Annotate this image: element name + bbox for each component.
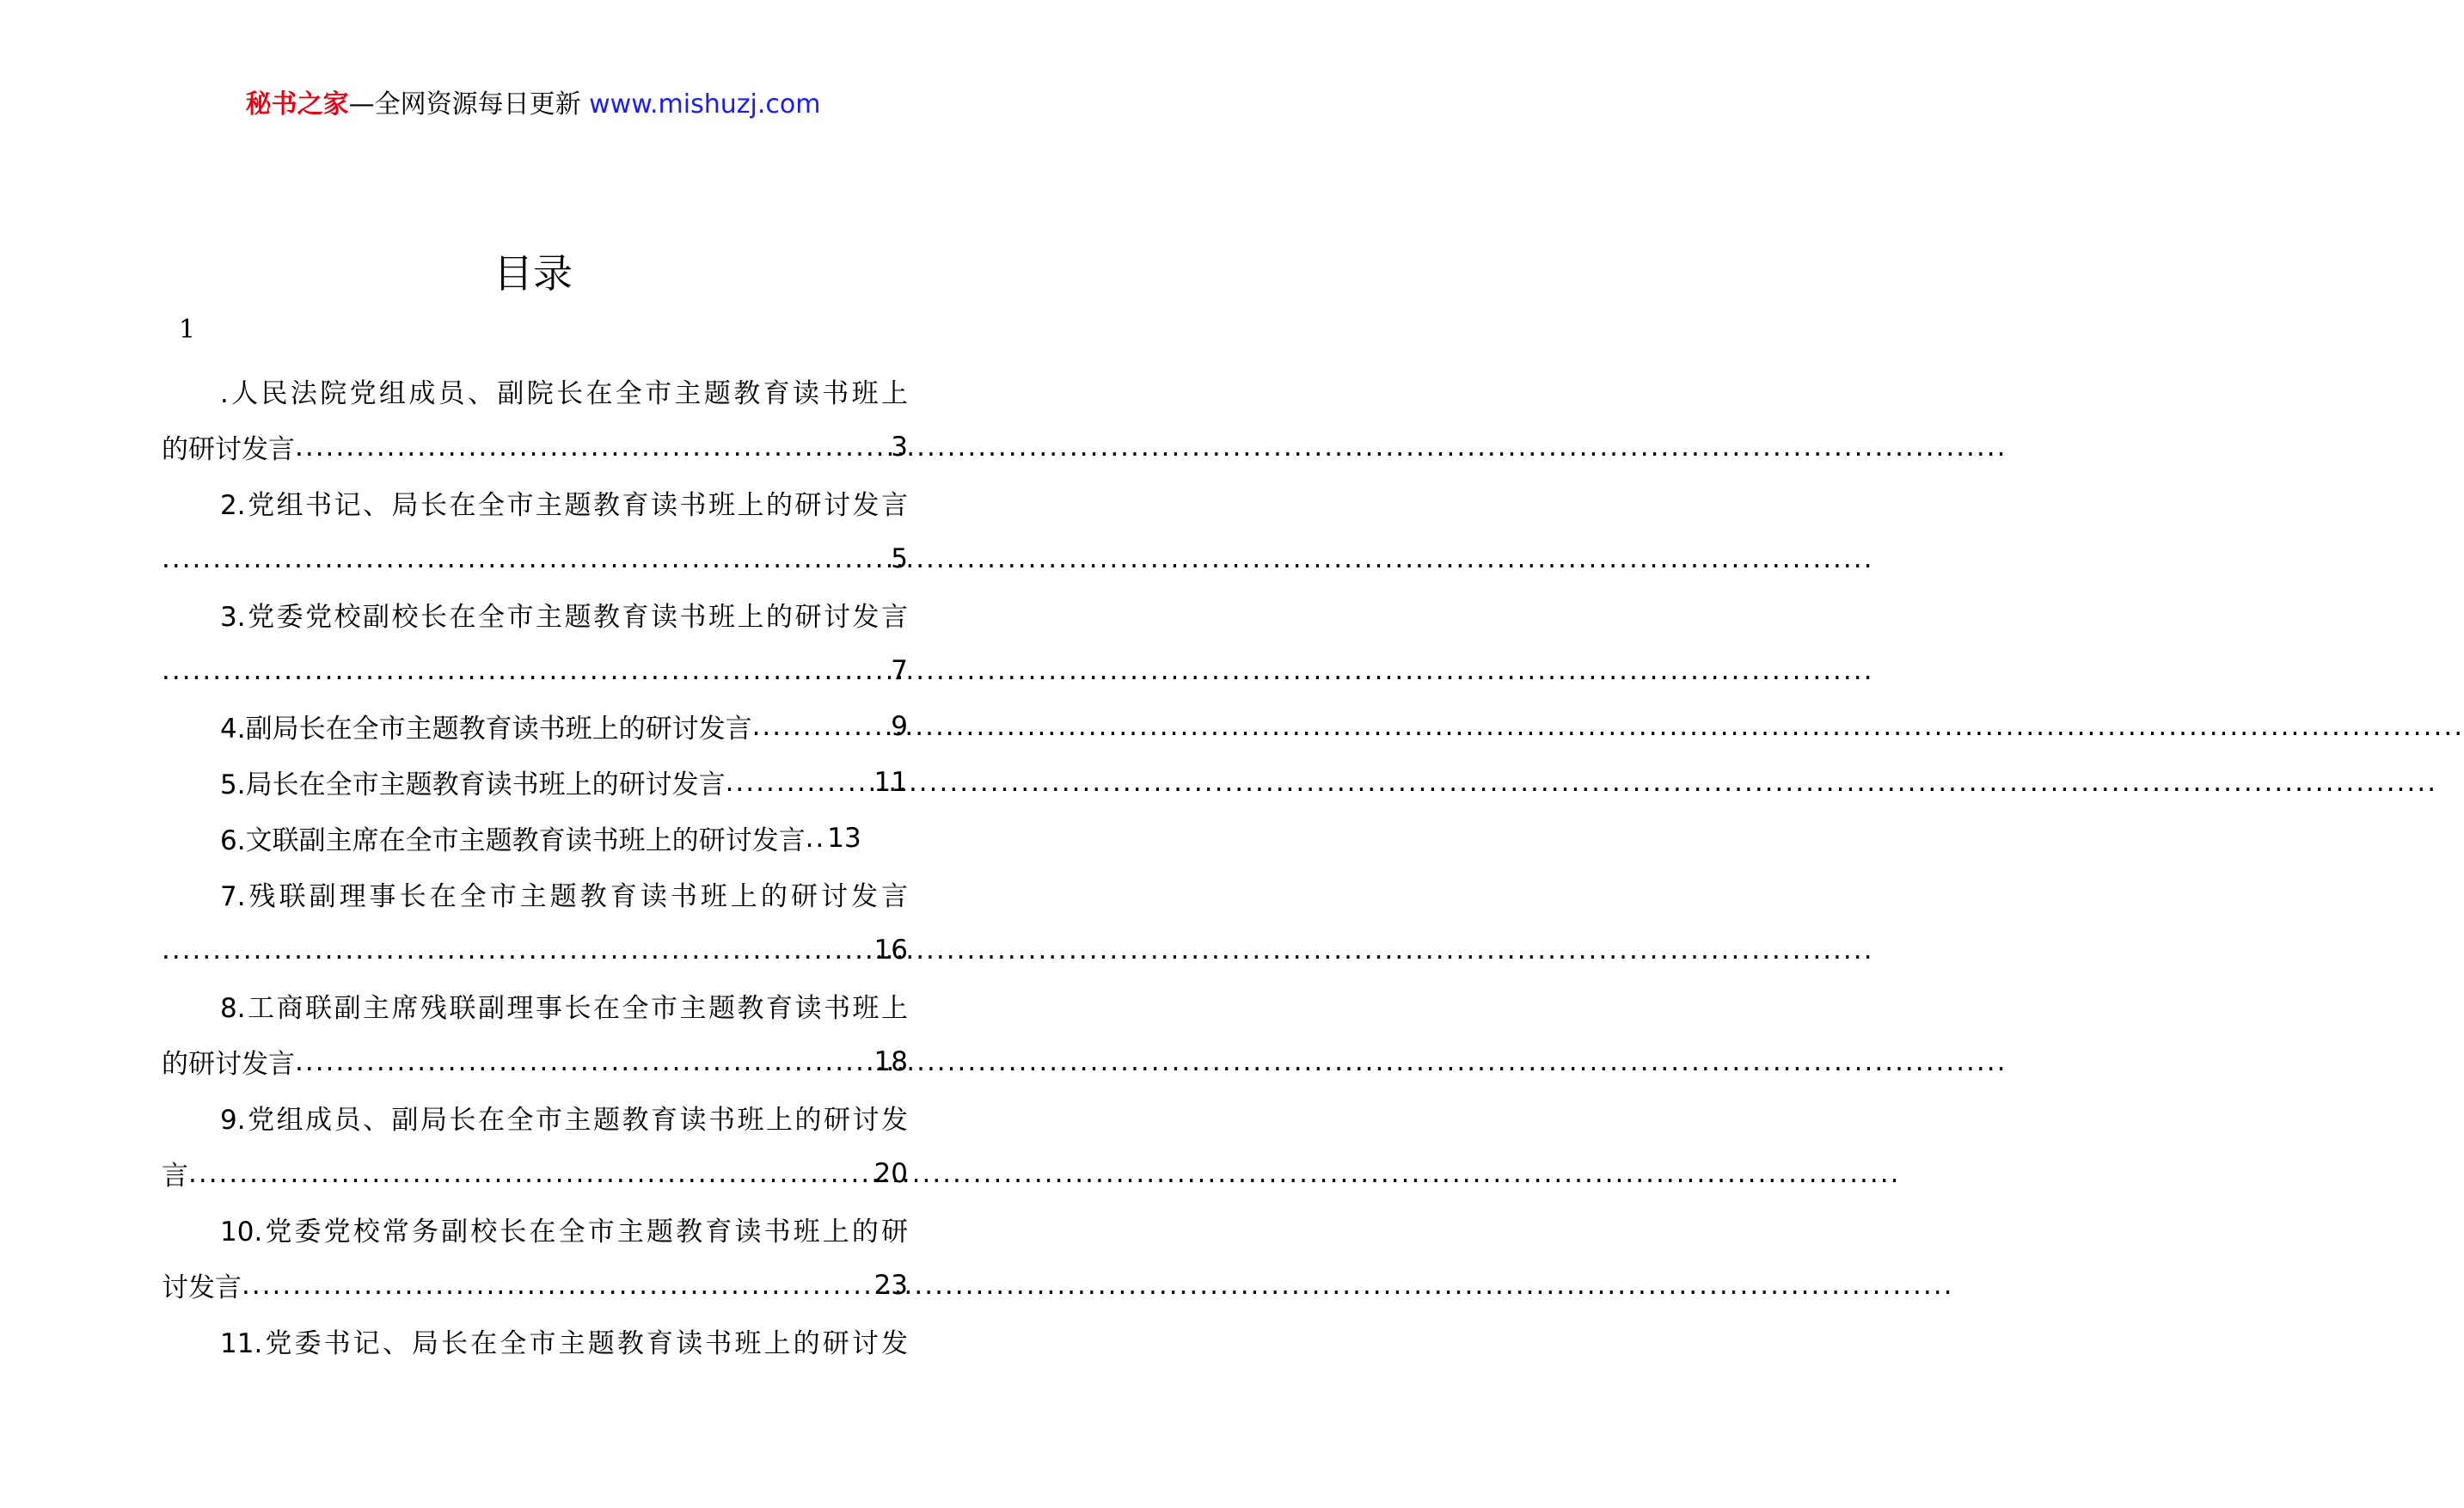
toc-entry-3-line2[interactable] xyxy=(162,642,908,698)
toc-entry-text: 2.党组书记、局长在全市主题教育读书班上的研讨发言 xyxy=(220,490,908,521)
toc-page-number: 1 xyxy=(179,315,196,345)
toc-entry-9-line2[interactable] xyxy=(162,1145,908,1201)
toc-entry-2-line2[interactable] xyxy=(162,530,908,586)
toc-entry-text: 的研讨发言 xyxy=(162,1049,295,1080)
site-header xyxy=(0,86,1066,124)
toc-entry-text: 10.党委党校常务副校长在全市主题教育读书班上的研 xyxy=(220,1217,908,1247)
toc-entry-text: 3.党委党校副校长在全市主题教育读书班上的研讨发言 xyxy=(220,602,908,633)
toc-entry-page: 13 xyxy=(827,822,861,854)
toc-entry-page: 18 xyxy=(873,1045,908,1077)
toc-entry-6[interactable] xyxy=(162,810,908,866)
toc-entry-10-line1[interactable] xyxy=(162,1201,908,1257)
toc-entry-text: 讨发言 xyxy=(162,1272,242,1303)
toc-entry-text: 4.副局长在全市主题教育读书班上的研讨发言 xyxy=(220,714,752,745)
dot-leader xyxy=(162,543,889,574)
site-url-link[interactable]: www.mishuzj.com xyxy=(589,89,821,120)
dot-leader xyxy=(752,711,890,742)
toc-entry-text: 言 xyxy=(162,1161,188,1192)
toc-entry-11-line1[interactable] xyxy=(162,1313,908,1369)
toc-entry-5[interactable] xyxy=(162,754,908,810)
toc-list xyxy=(162,363,908,1369)
header-slogan: —全网资源每日更新 xyxy=(348,89,590,120)
toc-entry-1-line2[interactable] xyxy=(162,419,908,475)
toc-entry-page: 7 xyxy=(891,654,908,686)
toc-entry-page: 23 xyxy=(873,1269,908,1301)
toc-entry-text: .人民法院党组成员、副院长在全市主题教育读书班上 xyxy=(220,378,908,409)
toc-entry-9-line1[interactable] xyxy=(162,1089,908,1145)
dot-leader xyxy=(806,823,826,854)
toc-entry-page: 16 xyxy=(873,934,908,965)
toc-entry-text: 11.党委书记、局长在全市主题教育读书班上的研讨发 xyxy=(220,1328,908,1359)
toc-entry-page: 5 xyxy=(891,543,908,574)
toc-entry-text: 5.局长在全市主题教育读书班上的研讨发言 xyxy=(220,769,726,800)
toc-entry-7-line1[interactable] xyxy=(162,866,908,922)
dot-leader xyxy=(162,655,889,686)
toc-entry-page: 9 xyxy=(891,710,908,742)
dot-leader xyxy=(162,935,873,965)
dot-leader xyxy=(188,1158,873,1189)
toc-entry-2-line1[interactable] xyxy=(162,475,908,530)
toc-title: 目录 xyxy=(493,250,573,297)
dot-leader xyxy=(295,432,889,463)
dot-leader xyxy=(726,767,873,798)
toc-entry-text: 9.党组成员、副局长在全市主题教育读书班上的研讨发 xyxy=(220,1105,908,1136)
dot-leader xyxy=(242,1270,873,1301)
toc-entry-8-line2[interactable] xyxy=(162,1033,908,1089)
dot-leader xyxy=(295,1046,873,1077)
toc-entry-text: 6.文联副主席在全市主题教育读书班上的研讨发言 xyxy=(220,825,806,856)
toc-entry-1-line1[interactable] xyxy=(162,363,908,419)
toc-entry-text: 7.残联副理事长在全市主题教育读书班上的研讨发言 xyxy=(220,881,908,912)
toc-entry-page: 11 xyxy=(873,766,908,798)
toc-entry-10-line2[interactable] xyxy=(162,1257,908,1313)
toc-entry-page: 3 xyxy=(891,431,908,463)
toc-entry-4[interactable] xyxy=(162,698,908,754)
toc-entry-8-line1[interactable] xyxy=(162,978,908,1033)
toc-entry-7-line2[interactable] xyxy=(162,922,908,978)
brand-name: 秘书之家 xyxy=(245,89,349,120)
toc-entry-text: 8.工商联副主席残联副理事长在全市主题教育读书班上 xyxy=(220,993,908,1024)
toc-entry-text: 的研讨发言 xyxy=(162,434,295,465)
toc-entry-page: 20 xyxy=(873,1157,908,1189)
toc-entry-3-line1[interactable] xyxy=(162,586,908,642)
